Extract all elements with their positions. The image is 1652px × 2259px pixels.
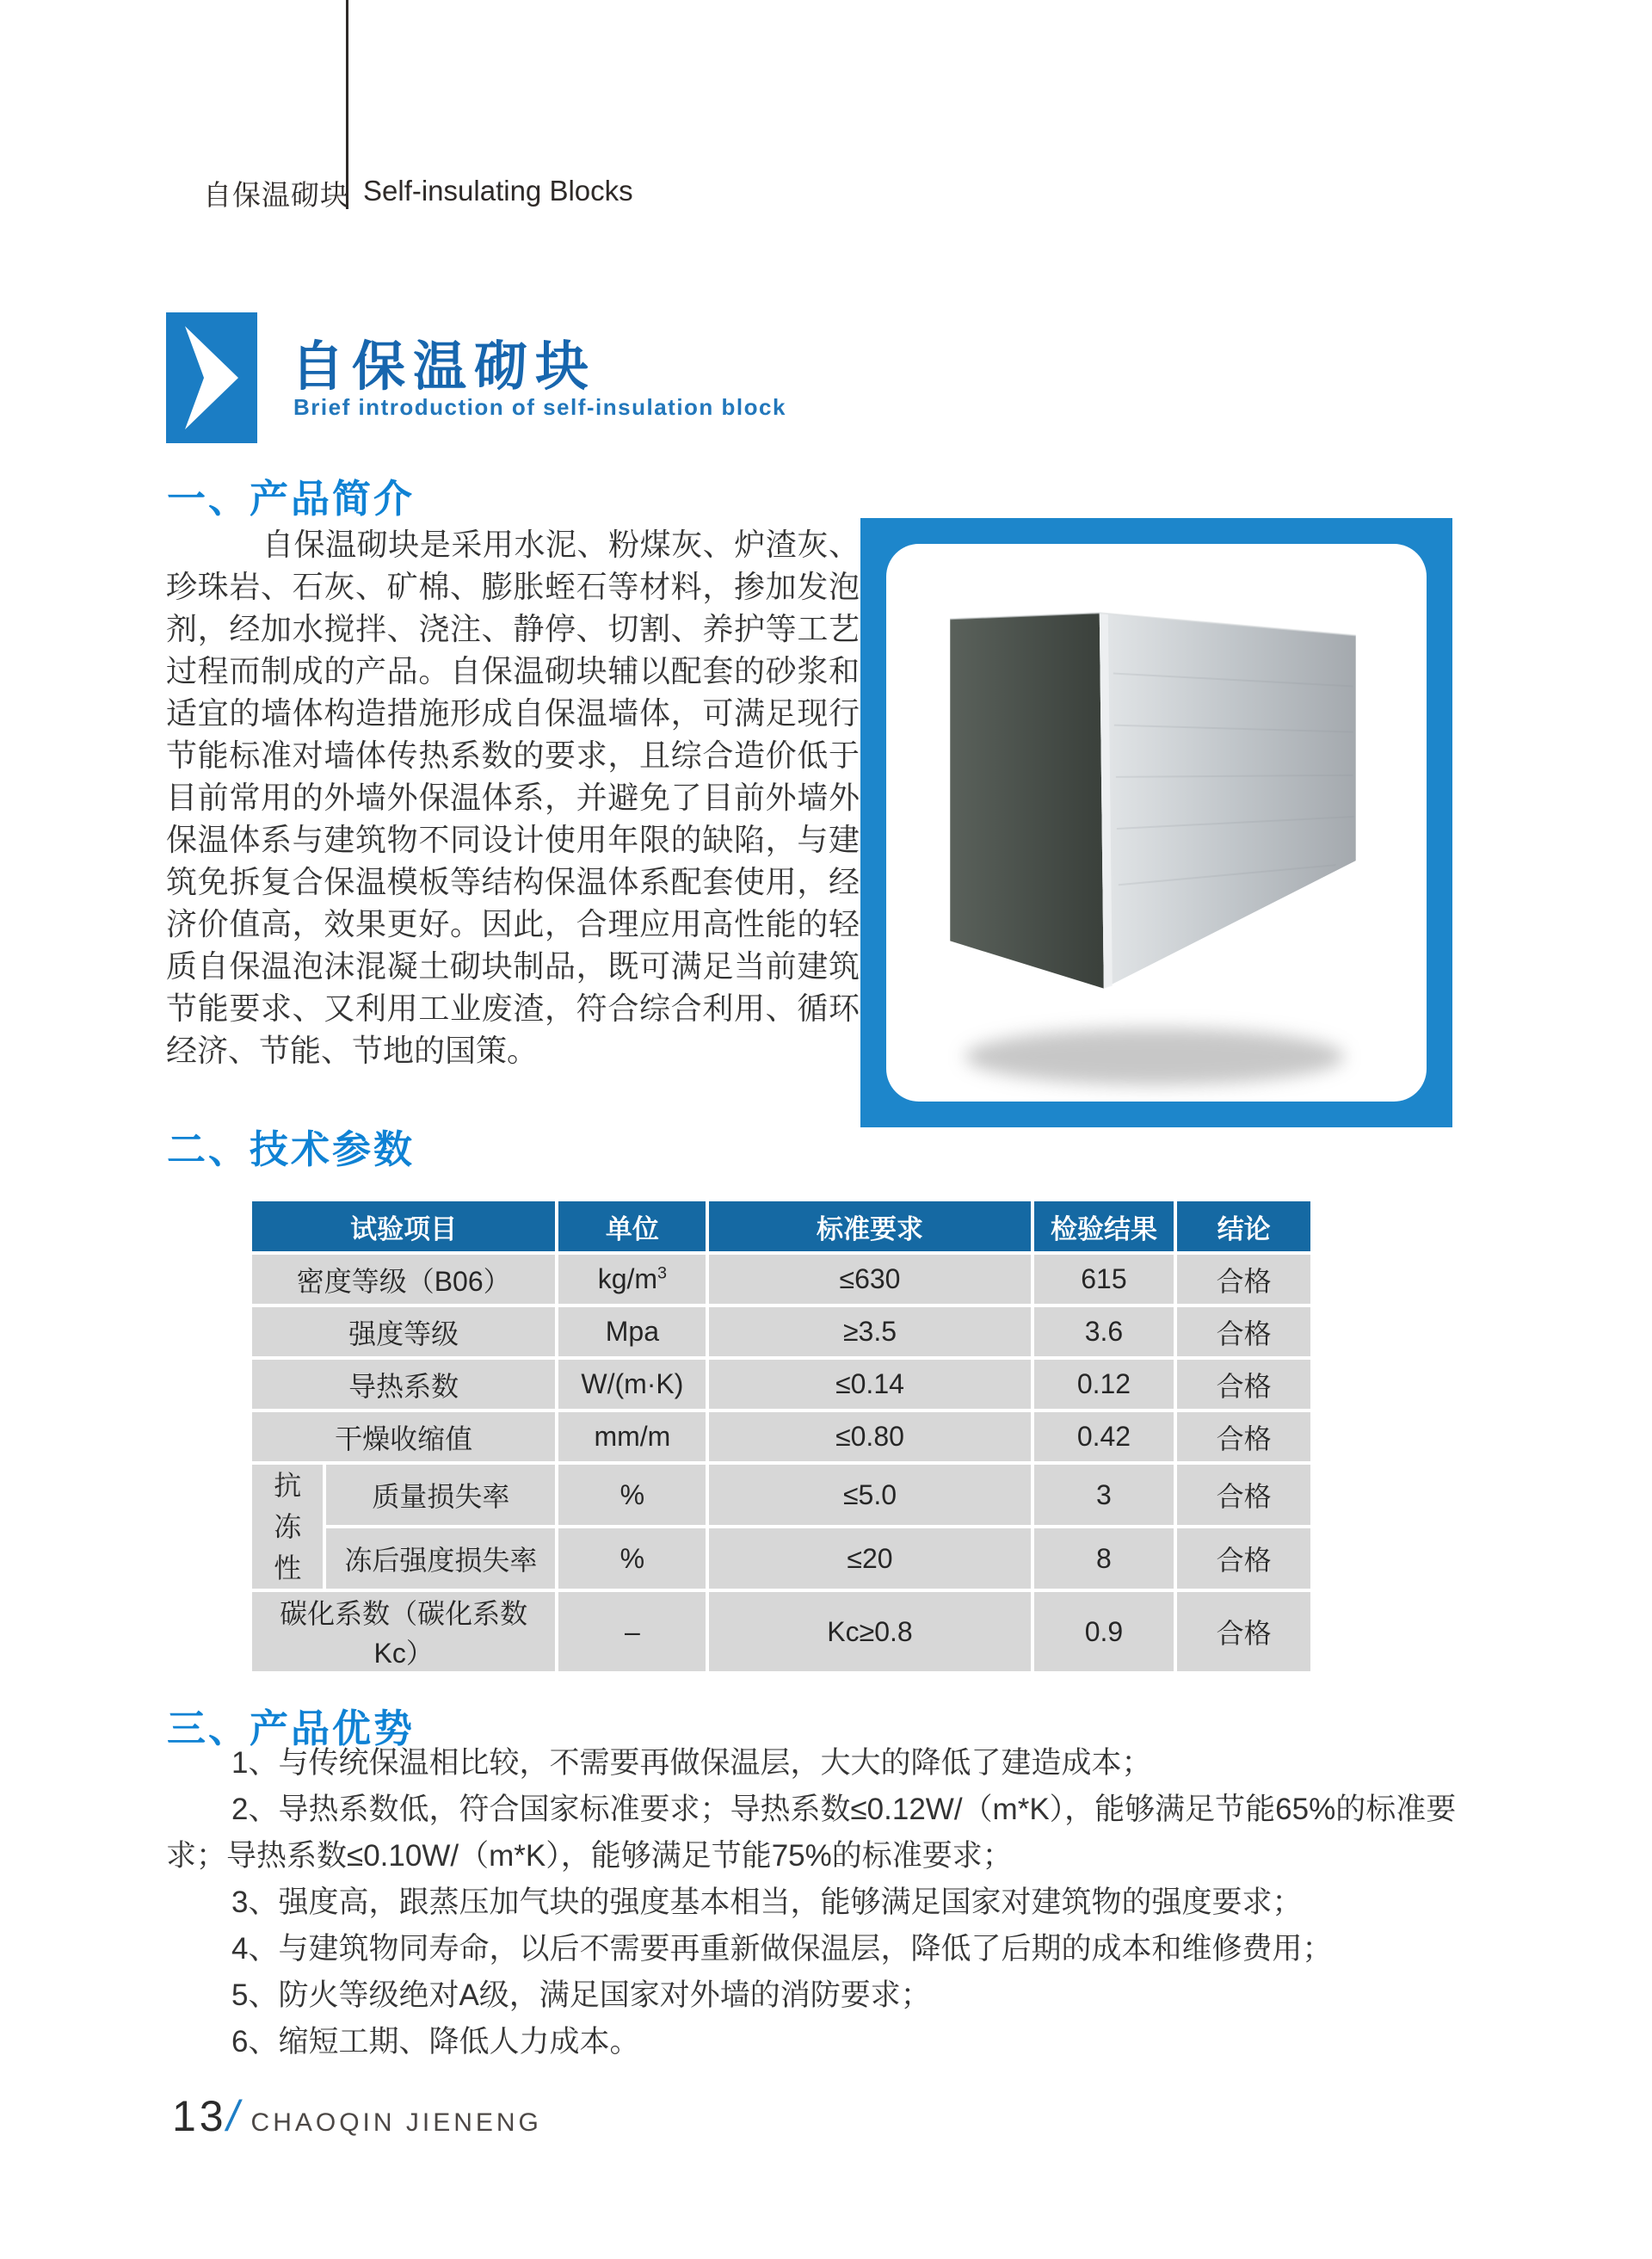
cell-result: 3.6 [1034, 1307, 1174, 1356]
col-header-result: 检验结果 [1034, 1201, 1174, 1251]
footer-brand: CHAOQIN JIENENG [250, 2108, 542, 2137]
cell-result: 3 [1034, 1465, 1174, 1525]
table-row [252, 1592, 1310, 1671]
banner-subtitle: Brief introduction of self-insulation block [293, 394, 786, 420]
intro-paragraph: 自保温砌块是采用水泥、粉煤灰、炉渣灰、珍珠岩、石灰、矿棉、膨胀蛭石等材料，掺加发泡剂，经加水搅拌、浇注、静停、切割、养护等工艺过程而制成的产品。自保温砌块辅以配套的砂浆和适宜的墙体构造措施形成自保温墙体，可满足现行节能标准对墙体传热系数的要求，且综合造价低于目前常用的外墙外保温体系，并避免了目前外墙外保温体系与建筑物不同设计使用年限的缺陷，与建筑免拆复合保温模板等结构保温体系配套使用，经济价值高，效果更好。因此，合理应用高性能的轻质自保温泡沫混凝土砌块制品，既可满足当前建筑节能要求、又利用工业废渣，符合综合利用、循环经济、节能、节地的国策。 [166, 527, 860, 1068]
list-item: 6、缩短工期、降低人力成本。 [231, 2025, 640, 2058]
cell-unit: – [558, 1592, 706, 1671]
table-row [252, 1255, 1310, 1304]
table-row [252, 1412, 1310, 1461]
cell-standard: ≥3.5 [709, 1307, 1030, 1356]
list-item: 1、与传统保温相比较，不需要再做保温层，大大的降低了建造成本； [231, 1746, 1152, 1780]
section-heading-intro: 一、产品简介 [167, 478, 416, 521]
cell-item: 导热系数 [252, 1360, 555, 1409]
section-heading-advantages: 三、产品优势 [167, 1707, 416, 1750]
cell-unit: $kg/m^3$ [558, 1255, 706, 1304]
product-photo-frame [860, 518, 1452, 1127]
page-number: 13 [172, 2092, 227, 2140]
table-row [252, 1360, 1310, 1409]
table-header-row [252, 1201, 1310, 1251]
cell-standard: ≤0.14 [709, 1360, 1030, 1409]
footer-slash: / [226, 2092, 239, 2140]
product-photo [886, 544, 1427, 1102]
cell-conclusion: 合格 [1177, 1412, 1310, 1461]
cell-item: 密度等级（B06） [252, 1255, 555, 1304]
cell-result: 0.42 [1034, 1412, 1174, 1461]
cell-result: 0.9 [1034, 1592, 1174, 1671]
table-row [252, 1307, 1310, 1356]
list-item: 2、导热系数低，符合国家标准要求；导热系数≤0.12W/（m*K），能够满足节能65%的标准要求；导热系数≤0.10W/（m*K），能够满足节能75%的标准要求； [166, 1793, 1457, 1873]
cell-unit: Mpa [558, 1307, 706, 1356]
cell-item: 碳化系数（碳化系数Kc） [252, 1592, 555, 1671]
cell-item: 强度等级 [252, 1307, 555, 1356]
cell-freeze-group: 抗冻性 [252, 1465, 323, 1589]
cell-conclusion: 合格 [1177, 1255, 1310, 1304]
cell-conclusion: 合格 [1177, 1307, 1310, 1356]
table-row [252, 1528, 1310, 1589]
cell-result: 8 [1034, 1528, 1174, 1589]
cell-conclusion: 合格 [1177, 1528, 1310, 1589]
list-item: 4、与建筑物同寿命，以后不需要再重新做保温层，降低了后期的成本和维修费用； [231, 1932, 1333, 1966]
col-header-standard: 标准要求 [709, 1201, 1030, 1251]
cell-standard: ≤20 [709, 1528, 1030, 1589]
banner-title: 自保温砌块 [291, 337, 597, 397]
col-header-conclusion: 结论 [1177, 1201, 1310, 1251]
col-header-unit: 单位 [558, 1201, 706, 1251]
cell-unit: W/(m·K) [558, 1360, 706, 1409]
cell-unit: % [558, 1465, 706, 1525]
page-header-title-zh: 自保温砌块 [203, 179, 349, 211]
cell-item: 干燥收缩值 [252, 1412, 555, 1461]
cell-standard: ≤0.80 [709, 1412, 1030, 1461]
list-item: 5、防火等级绝对A级，满足国家对外墙的消防要求； [231, 1978, 931, 2012]
cell-unit: mm/m [558, 1412, 706, 1461]
cell-standard: ≤630 [709, 1255, 1030, 1304]
cell-conclusion: 合格 [1177, 1592, 1310, 1671]
page-header-title-en: Self-insulating Blocks [363, 175, 633, 207]
cell-item: 冻后强度损失率 [326, 1528, 555, 1589]
block-illustration [886, 544, 1427, 1102]
cell-result: 615 [1034, 1255, 1174, 1304]
cell-result: 0.12 [1034, 1360, 1174, 1409]
cell-conclusion: 合格 [1177, 1360, 1310, 1409]
cell-conclusion: 合格 [1177, 1465, 1310, 1525]
page-footer [172, 2091, 542, 2141]
banner-logo-box [166, 312, 257, 443]
section-heading-params: 二、技术参数 [167, 1128, 416, 1171]
cell-item: 质量损失率 [326, 1465, 555, 1525]
cell-standard: ≤5.0 [709, 1465, 1030, 1525]
table-row [252, 1465, 1310, 1525]
chevron-right-icon [166, 312, 257, 443]
list-item: 3、强度高，跟蒸压加气块的强度基本相当，能够满足国家对建筑物的强度要求； [231, 1886, 1303, 1919]
col-header-item: 试验项目 [252, 1201, 555, 1251]
tech-parameters-table [249, 1198, 1314, 1675]
cell-unit: % [558, 1528, 706, 1589]
advantages-list [166, 1740, 1514, 2065]
cell-standard: Kc≥0.8 [709, 1592, 1030, 1671]
